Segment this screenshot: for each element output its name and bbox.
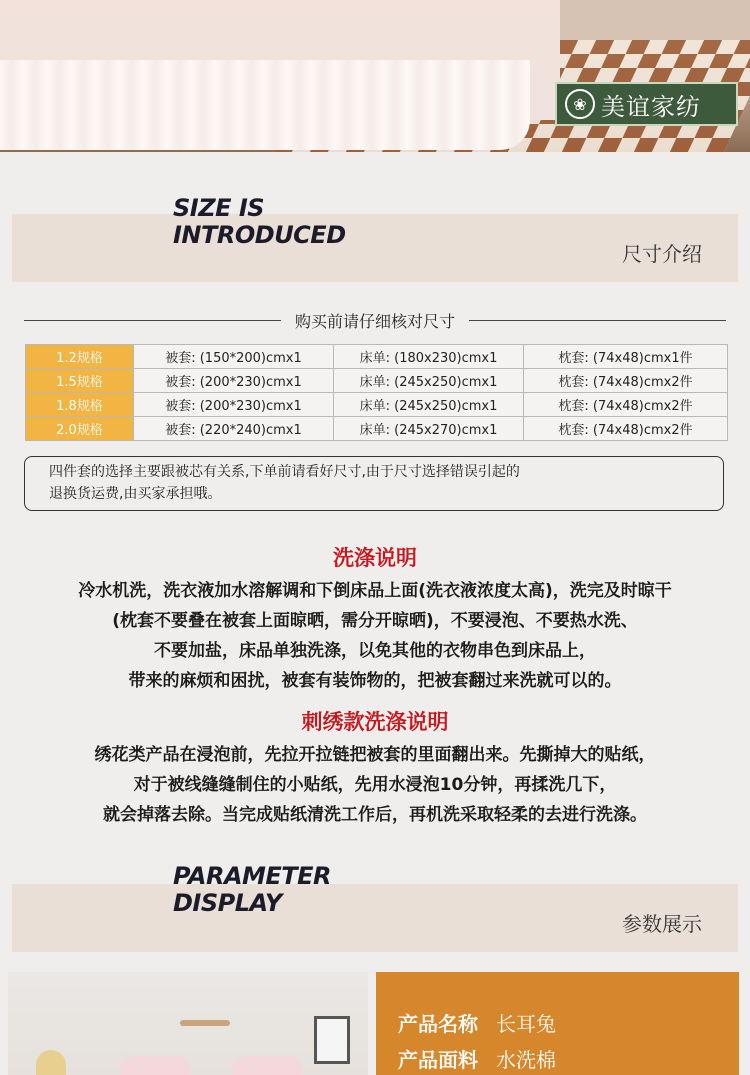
sheet-cell: 床单: (180x230)cmx1 xyxy=(334,345,524,369)
spec-cell: 1.5规格 xyxy=(26,369,134,393)
notice-line-1: 四件套的选择主要跟被芯有关系,下单前请看好尺寸,由于尺寸选择错误引起的 xyxy=(49,464,520,480)
spec-cell: 1.2规格 xyxy=(26,345,134,369)
sheet-cell: 床单: (245x250)cmx1 xyxy=(334,393,524,417)
size-divider xyxy=(24,308,726,332)
hero-bed-ruffle xyxy=(0,60,530,150)
pillow-cell: 枕套: (74x48)cmx2件 xyxy=(524,417,728,441)
size-banner-en-line1: SIZE IS xyxy=(173,194,265,222)
size-banner-en-line2: INTRODUCED xyxy=(173,221,346,249)
table-row xyxy=(26,417,728,441)
product-info-value: 长耳兔 xyxy=(496,1012,556,1036)
wash-line: 不要加盐，床品单独洗涤，以免其他的衣物串色到床品上， xyxy=(154,641,596,661)
spec-cell: 1.8规格 xyxy=(26,393,134,417)
embroidery-line: 绣花类产品在浸泡前，先拉开拉链把被套的里面翻出来。先撕掉大的贴纸， xyxy=(94,745,656,765)
product-photo xyxy=(8,972,368,1075)
photo-pillow xyxy=(120,1056,190,1075)
product-info-row xyxy=(398,1044,556,1073)
brand-badge xyxy=(555,82,738,126)
product-info-value: 水洗棉 xyxy=(496,1048,556,1072)
size-divider-label: 购买前请仔细核对尺寸 xyxy=(295,311,456,331)
param-banner-en-line2: DISPLAY xyxy=(173,889,282,917)
size-notice-box xyxy=(24,456,724,511)
brand-flower-icon: ❀ xyxy=(565,89,595,119)
pillow-cell: 枕套: (74x48)cmx2件 xyxy=(524,393,728,417)
table-row xyxy=(26,345,728,369)
quilt-cell: 被套: (200*230)cmx1 xyxy=(134,393,334,417)
spec-cell: 2.0规格 xyxy=(26,417,134,441)
product-info-key: 产品名称 xyxy=(398,1012,478,1036)
sheet-cell: 床单: (245x250)cmx1 xyxy=(334,369,524,393)
table-row xyxy=(26,369,728,393)
product-info-row xyxy=(398,1008,556,1037)
size-table xyxy=(25,344,728,441)
pillow-cell: 枕套: (74x48)cmx2件 xyxy=(524,369,728,393)
photo-picture-frame xyxy=(314,1016,350,1064)
divider-line-left xyxy=(24,320,281,321)
param-banner-en-line1: PARAMETER xyxy=(173,862,332,890)
notice-line-2: 退换货运费,由买家承担哦。 xyxy=(49,486,222,502)
table-row xyxy=(26,393,728,417)
quilt-cell: 被套: (220*240)cmx1 xyxy=(134,417,334,441)
embroidery-line: 就会掉落去除。当完成贴纸清洗工作后，再机洗采取轻柔的去进行洗涤。 xyxy=(103,805,647,825)
brand-name: 美谊家纺 xyxy=(601,92,701,121)
photo-lamp xyxy=(36,1050,66,1075)
param-banner-cn: 参数展示 xyxy=(622,912,702,936)
photo-wall-hook xyxy=(180,1020,230,1026)
photo-pillow xyxy=(232,1056,302,1075)
size-banner-cn: 尺寸介绍 xyxy=(622,242,702,266)
wash-line: 冷水机洗，洗衣液加水溶解调和下倒床品上面(洗衣液浓度太高)，洗完及时晾干 xyxy=(78,581,672,601)
quilt-cell: 被套: (150*200)cmx1 xyxy=(134,345,334,369)
product-info-panel xyxy=(376,972,739,1075)
product-info-key: 产品面料 xyxy=(398,1048,478,1072)
embroidery-title: 刺绣款洗涤说明 xyxy=(301,710,449,734)
embroidery-line: 对于被线缝缝制住的小贴纸，先用水浸泡10分钟，再揉洗几下， xyxy=(133,775,617,795)
pillow-cell: 枕套: (74x48)cmx1件 xyxy=(524,345,728,369)
hero-photo xyxy=(0,0,750,152)
quilt-cell: 被套: (200*230)cmx1 xyxy=(134,369,334,393)
wash-line: 带来的麻烦和困扰，被套有装饰物的，把被套翻过来洗就可以的。 xyxy=(128,671,622,691)
sheet-cell: 床单: (245x270)cmx1 xyxy=(334,417,524,441)
wash-title: 洗涤说明 xyxy=(333,546,417,570)
wash-line: (枕套不要叠在被套上面晾晒，需分开晾晒)，不要浸泡、不要热水洗、 xyxy=(112,611,638,631)
divider-line-right xyxy=(469,320,726,321)
